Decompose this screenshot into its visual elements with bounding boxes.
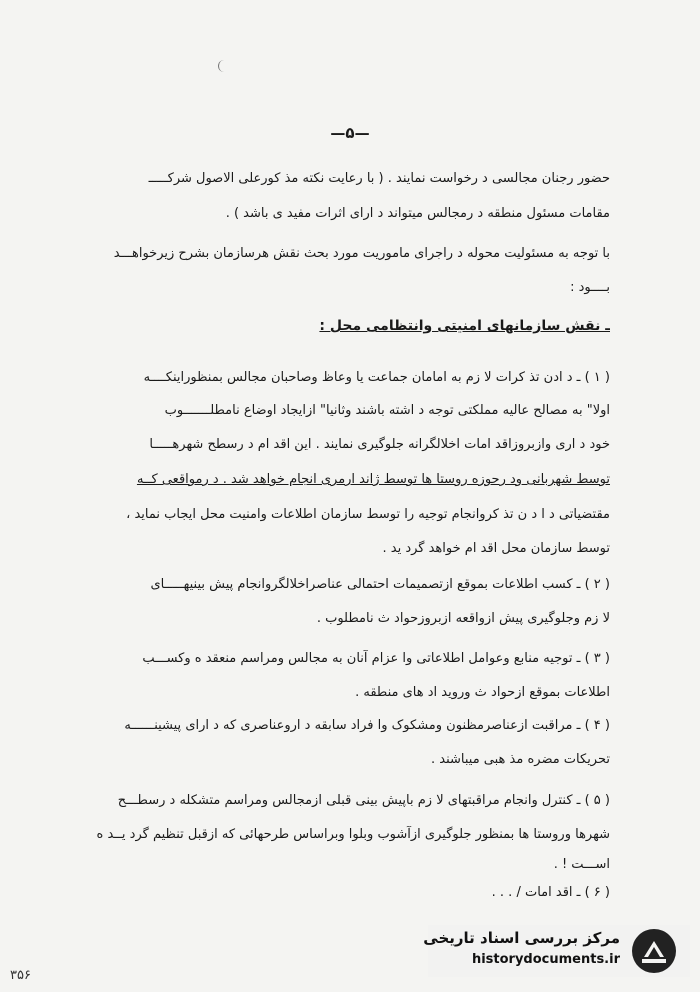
paragraph-line: توسط شهربانی ود رحوزه روستا ها توسط ژاند ارمری انجام خواهد شد . د رمواقعی کــه bbox=[136, 472, 610, 487]
paragraph-line: بــــود : bbox=[570, 280, 610, 295]
paragraph-line: اســـت ! . bbox=[553, 857, 610, 872]
paragraph-line: شهرها وروستا ها بمنظور جلوگیری ازآشوب وبلوا وبراساس طرحهائی که ازقبل تنظیم گرد یــد ه bbox=[96, 827, 610, 842]
paragraph-line: ( ۳ ) ـ توجیه منابع وعوامل اطلاعاتی وا عزام آنان به مجالس ومراسم منعقد ه وکســـب bbox=[142, 651, 610, 666]
paragraph-line: ( ۲ ) ـ کسب اطلاعات بموقع ازتصمیمات احتمالی عناصراخلالگروانجام پیش بینیهـــــای bbox=[150, 577, 610, 592]
paragraph-line: لا زم وجلوگیری پیش ازواقعه ازبروزحواد ث نامطلوب . bbox=[316, 611, 610, 626]
paragraph-line: حضور رجنان مجالسی د رخواست نمایند . ( با رعایت نکته مذ کورعلی الاصول شرکـــــ bbox=[148, 171, 610, 186]
paragraph-line: اطلاعات بموقع ازحواد ث وروید اد های منطقه . bbox=[355, 685, 610, 700]
watermark bbox=[423, 925, 690, 977]
paragraph-line: با توجه به مسئولیت محوله د راجرای ماموریت مورد بحث نقش هرسازمان بشرح زیرخواهـــد bbox=[113, 246, 610, 261]
archive-logo-icon bbox=[630, 927, 678, 975]
paragraph-line: مقتضیاتی د ا د ن تذ کروانجام توجیه را توسط سازمان اطلاعات وامنیت محل ایجاب نماید ، bbox=[126, 507, 610, 522]
archive-number: ۳۵۶ bbox=[10, 968, 31, 983]
paragraph-line: ( ۴ ) ـ مراقبت ازعناصرمظنون ومشکوک وا فراد سابقه د اروعناصری که د ارای پیشینــــــه bbox=[124, 718, 610, 733]
paragraph-line: ( ۱ ) ـ د ادن تذ کرات لا زم به امامان جماعت یا وعاظ وصاحبان مجالس بمنظوراینکــــه bbox=[143, 370, 610, 385]
watermark-url: historydocuments.ir bbox=[471, 952, 620, 967]
paragraph-line: خود د اری وازبروزاقد امات اخلالگرانه جلوگیری نمایند . این اقد ام د رسطح شهرهـــــا bbox=[149, 437, 610, 452]
pen-mark bbox=[218, 60, 229, 72]
page-number: —۵— bbox=[330, 124, 370, 142]
paragraph-line: تحریکات مضره مذ هبی میباشند . bbox=[430, 752, 610, 767]
paragraph-line: اولا" به مصالح عالیه مملکتی توجه د اشته باشند وثانیا" ازایجاد اوضاع نامطلـــــــوب bbox=[164, 403, 610, 418]
paragraph-line: توسط سازمان محل اقد ام خواهد گرد ید . bbox=[382, 541, 610, 556]
watermark-title: مرکز بررسی اسناد تاریخی bbox=[423, 929, 620, 947]
section-heading: ـ نقش سازمانهای امنیتی وانتظامی محل : bbox=[319, 318, 610, 334]
paragraph-line: ( ۵ ) ـ کنترل وانجام مراقبتهای لا زم باپیش بینی قبلی ازمجالس ومراسم متشکله د رسطـــح bbox=[117, 793, 610, 808]
paragraph-line: مقامات مسئول منطقه د رمجالس میتواند د ارای اثرات مفید ی باشد ) . bbox=[225, 206, 610, 221]
paragraph-line: ( ۶ ) ـ اقد امات / . . . bbox=[491, 885, 610, 900]
